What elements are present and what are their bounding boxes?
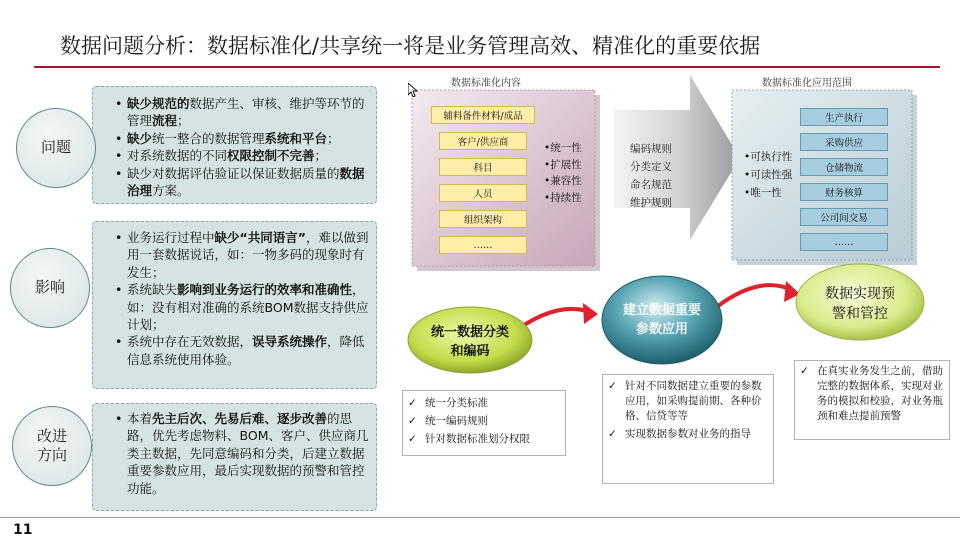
scope-prop: •可执行性 xyxy=(744,151,793,163)
scope-title: 数据标准化应用范围 xyxy=(762,78,852,89)
footer-divider xyxy=(0,517,960,518)
checklist-item: ✓ 针对不同数据建立重要的参数应用，如采购提前期、各种价格、信贷等等 xyxy=(608,380,762,422)
check-icon: ✓ xyxy=(408,433,417,445)
step1-checklist xyxy=(402,390,566,456)
content-item: 客户/供应商 xyxy=(439,132,527,150)
content-item: 人员 xyxy=(439,184,527,202)
mouse-pointer-icon xyxy=(408,83,418,97)
impact-bubble xyxy=(10,248,90,328)
arrow-text-line: 维护规则 xyxy=(630,197,672,209)
page-number: 11 xyxy=(13,522,33,538)
content-prop: •统一性 xyxy=(544,142,582,154)
scope-item: 生产执行 xyxy=(800,108,888,126)
content-item: …… xyxy=(439,236,527,254)
scope-props xyxy=(744,150,796,204)
step3-label: 数据实现预警和管控 xyxy=(825,286,895,322)
arrow-text-line: 分类定义 xyxy=(630,161,672,173)
arrow-text-line: 命名规范 xyxy=(630,179,672,191)
step1-label: 统一数据分类和编码 xyxy=(430,325,509,359)
content-title: 数据标准化内容 xyxy=(451,78,521,89)
direction-bubble xyxy=(12,406,92,486)
scope-item: 财务核算 xyxy=(800,183,888,201)
scope-prop: •唯一性 xyxy=(744,187,782,199)
direction-label: 改进方向 xyxy=(36,426,67,464)
check-icon: ✓ xyxy=(408,397,417,409)
red-arrow-2 xyxy=(718,285,792,306)
check-icon: ✓ xyxy=(608,380,617,392)
content-item: 辅料备件材料/成品 xyxy=(431,106,535,124)
impact-label: 影响 xyxy=(34,278,65,297)
problem-bullet: • 缺少规范的数据产生、审核、维护等环节的管理流程； xyxy=(115,95,373,130)
checklist-item: ✓ 统一分类标准 xyxy=(408,397,488,409)
check-icon: ✓ xyxy=(800,365,809,377)
direction-bullet: • 本着先主后次、先易后难、逐步改善的思路，优先考虑物料、BOM、客户、供应商几类主数据，先同意编码和分类，后建立数据重要参数应用，最后实现数据的预警和管控功能。 xyxy=(115,410,373,497)
step2-checklist xyxy=(602,374,774,484)
page-title: 数据问题分析：数据标准化/共享统一将是业务管理高效、精准化的重要依据 xyxy=(60,34,761,58)
problem-bullet: • 对系统数据的不同权限控制不完善； xyxy=(115,147,373,164)
arrow-text-line: 编码规则 xyxy=(630,143,672,155)
checklist-item: ✓ 在真实业务发生之前，借助完整的数据体系，实现对业务的模拟和校验，对业务瓶颈和难点提前预警 xyxy=(800,365,943,422)
content-prop: •持续性 xyxy=(544,191,582,204)
step3-checklist xyxy=(794,360,950,440)
checklist-item: ✓ 针对数据标准划分权限 xyxy=(408,433,530,445)
content-props xyxy=(544,140,582,206)
checklist-item: ✓ 实现数据参数对业务的指导 xyxy=(608,428,751,440)
problem-label: 问题 xyxy=(40,138,71,157)
impact-bullet: • 业务运行过程中缺少“共同语言”，难以做到用一套数据说话，如：一物多码的现象时有发生； xyxy=(115,229,373,281)
content-item: 科目 xyxy=(439,158,527,176)
check-icon: ✓ xyxy=(408,415,417,427)
problem-bullet: • 缺少对数据评估验证以保证数据质量的数据治理方案。 xyxy=(115,165,373,200)
scope-prop: •可读性强 xyxy=(744,169,793,181)
arrow-text xyxy=(630,140,672,212)
problem-bubble xyxy=(16,108,96,188)
problem-bullet: • 缺少统一整合的数据管理系统和平台； xyxy=(115,130,373,147)
scope-item: 采购供应 xyxy=(800,133,888,151)
content-prop: •扩展性 xyxy=(544,158,582,171)
step2-label: 建立数据重要参数应用 xyxy=(622,303,701,337)
content-item: 组织架构 xyxy=(439,210,527,228)
scope-item: …… xyxy=(800,233,888,251)
checklist-item: ✓ 统一编码规则 xyxy=(408,415,488,427)
red-arrow-1-head xyxy=(583,303,598,324)
content-prop: •兼容性 xyxy=(544,175,582,187)
impact-bullet: • 系统中存在无效数据，误导系统操作，降低信息系统使用体验。 xyxy=(115,333,373,368)
check-icon: ✓ xyxy=(608,428,617,440)
impact-bullet: • 系统缺失影响到业务运行的效率和准确性，如：没有相对准确的系统BOM数据支持供应计划； xyxy=(115,281,373,333)
scope-item: 仓储物流 xyxy=(800,158,888,176)
scope-item: 公司间交易 xyxy=(800,208,888,226)
